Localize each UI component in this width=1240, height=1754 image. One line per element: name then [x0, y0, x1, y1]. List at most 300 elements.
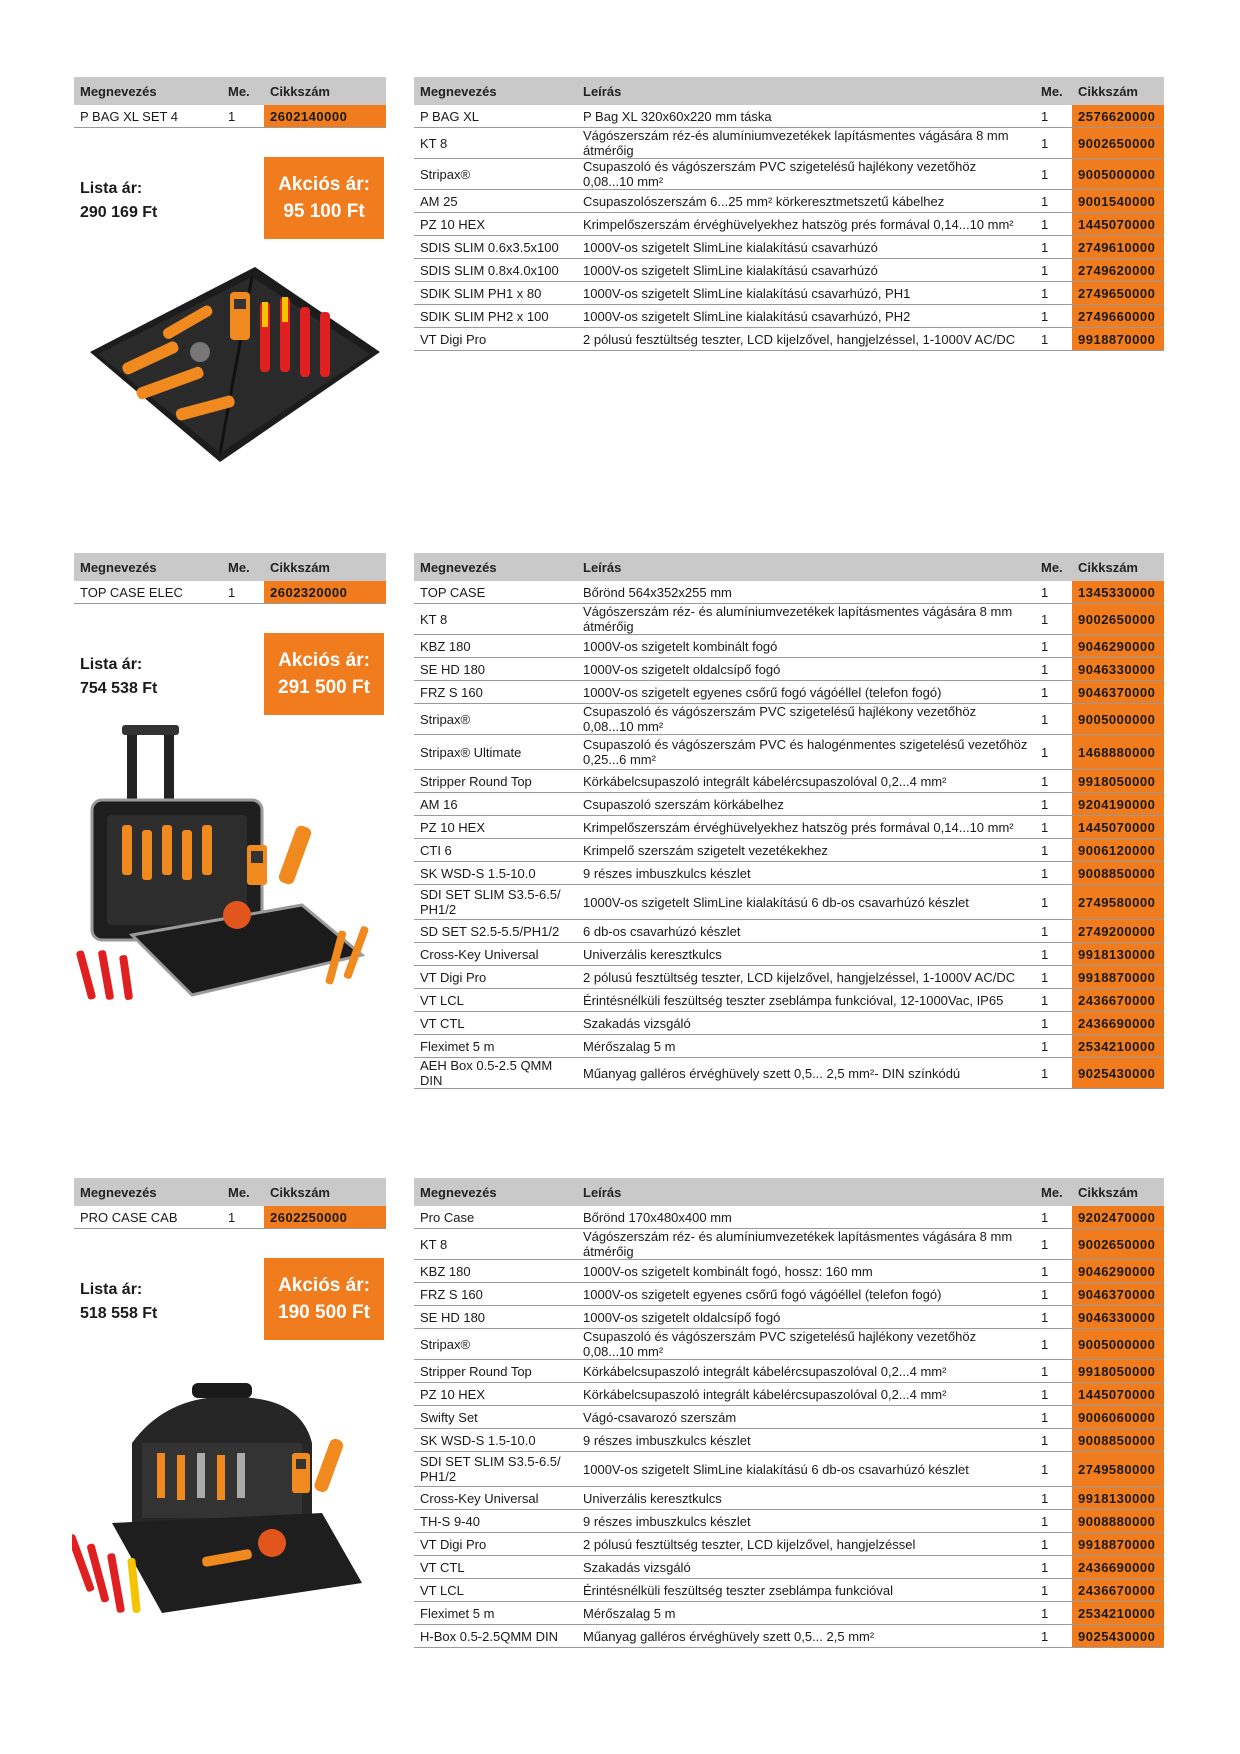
col-header-code: Cikkszám	[1072, 553, 1164, 581]
item-row	[414, 1229, 1164, 1260]
item-qty: 1	[1035, 704, 1072, 735]
tool-case-image	[72, 725, 387, 1005]
item-code: 2436690000	[1072, 1012, 1164, 1035]
col-header-name: Megnevezés	[414, 1178, 577, 1206]
item-description: 1000V-os szigetelt SlimLine kialakítású csavarhúzó	[577, 236, 1035, 259]
item-description: 1000V-os szigetelt kombinált fogó, hossz: 160 mm	[577, 1260, 1035, 1283]
item-qty: 1	[1035, 328, 1072, 351]
item-name: KT 8	[414, 128, 577, 159]
item-description: 1000V-os szigetelt egyenes csőrű fogó vágóéllel (telefon fogó)	[577, 681, 1035, 704]
item-qty: 1	[1035, 305, 1072, 328]
item-name: Stripper Round Top	[414, 770, 577, 793]
item-name: SK WSD-S 1.5-10.0	[414, 1429, 577, 1452]
item-code: 2534210000	[1072, 1035, 1164, 1058]
item-name: TH-S 9-40	[414, 1510, 577, 1533]
item-qty: 1	[1035, 862, 1072, 885]
col-header-code: Cikkszám	[264, 1178, 386, 1206]
item-row	[414, 1360, 1164, 1383]
item-name: FRZ S 160	[414, 681, 577, 704]
item-name: Swifty Set	[414, 1406, 577, 1429]
item-description: Csupaszoló és vágószerszám PVC szigetelésű hajlékony vezetőhöz 0,08...10 mm²	[577, 159, 1035, 190]
item-name: KBZ 180	[414, 635, 577, 658]
item-code: 9006060000	[1072, 1406, 1164, 1429]
item-row	[414, 1206, 1164, 1229]
item-code: 2436690000	[1072, 1556, 1164, 1579]
promo-price-box	[264, 157, 384, 239]
list-price: 754 538 Ft	[80, 680, 158, 697]
col-header-desc: Leírás	[577, 1178, 1035, 1206]
item-name: PZ 10 HEX	[414, 1383, 577, 1406]
promo-label: Akciós ár:	[278, 650, 370, 671]
item-code: 2576620000	[1072, 105, 1164, 128]
item-description: Érintésnélküli feszültség teszter zseblámpa funkcióval, 12-1000Vac, IP65	[577, 989, 1035, 1012]
item-code: 2436670000	[1072, 1579, 1164, 1602]
col-header-code: Cikkszám	[264, 77, 386, 105]
item-code: 9204190000	[1072, 793, 1164, 816]
item-description: Mérőszalag 5 m	[577, 1035, 1035, 1058]
item-name: SE HD 180	[414, 658, 577, 681]
item-row	[414, 282, 1164, 305]
item-qty: 1	[1035, 1306, 1072, 1329]
item-qty: 1	[1035, 1383, 1072, 1406]
col-header-qty: Me.	[1035, 553, 1072, 581]
item-description: Krimpelőszerszám érvéghüvelyekhez hatszög prés formával 0,14...10 mm²	[577, 816, 1035, 839]
item-row	[414, 105, 1164, 128]
item-name: Stripax®	[414, 704, 577, 735]
item-description: 1000V-os szigetelt kombinált fogó	[577, 635, 1035, 658]
item-row	[414, 1329, 1164, 1360]
item-row	[414, 1579, 1164, 1602]
set-code: 2602320000	[264, 581, 386, 604]
item-description: 1000V-os szigetelt egyenes csőrű fogó vágóéllel (telefon fogó)	[577, 1283, 1035, 1306]
item-name: Fleximet 5 m	[414, 1035, 577, 1058]
item-code: 2749580000	[1072, 885, 1164, 920]
item-row	[414, 793, 1164, 816]
item-qty: 1	[1035, 1602, 1072, 1625]
item-description: Műanyag galléros érvéghüvely szett 0,5... 2,5 mm²	[577, 1625, 1035, 1648]
list-price-label: Lista ár:	[80, 1281, 143, 1298]
item-name: FRZ S 160	[414, 1283, 577, 1306]
item-name: SDIK SLIM PH1 x 80	[414, 282, 577, 305]
item-row	[414, 1035, 1164, 1058]
item-qty: 1	[1035, 1229, 1072, 1260]
item-row	[414, 1012, 1164, 1035]
list-price-block	[80, 1278, 157, 1326]
item-code: 2749650000	[1072, 282, 1164, 305]
list-price-block	[80, 653, 157, 701]
item-row	[414, 1383, 1164, 1406]
item-row	[414, 885, 1164, 920]
item-name: PZ 10 HEX	[414, 816, 577, 839]
item-qty: 1	[1035, 1360, 1072, 1383]
item-name: Cross-Key Universal	[414, 1487, 577, 1510]
item-code: 2749580000	[1072, 1452, 1164, 1487]
col-header-code: Cikkszám	[1072, 77, 1164, 105]
item-row	[414, 681, 1164, 704]
item-row	[414, 159, 1164, 190]
item-qty: 1	[1035, 793, 1072, 816]
item-qty: 1	[1035, 282, 1072, 305]
item-code: 9046370000	[1072, 681, 1164, 704]
promo-label: Akciós ár:	[278, 1275, 370, 1296]
item-row	[414, 862, 1164, 885]
item-row	[414, 1260, 1164, 1283]
item-code: 9918130000	[1072, 943, 1164, 966]
item-row	[414, 213, 1164, 236]
item-description: Krimpelőszerszám érvéghüvelyekhez hatszög prés formával 0,14...10 mm²	[577, 213, 1035, 236]
set-row	[74, 105, 386, 128]
item-qty: 1	[1035, 1035, 1072, 1058]
item-name: Stripax®	[414, 159, 577, 190]
item-description: 6 db-os csavarhúzó készlet	[577, 920, 1035, 943]
promo-price-box	[264, 1258, 384, 1340]
item-name: AM 25	[414, 190, 577, 213]
list-price-label: Lista ár:	[80, 656, 143, 673]
col-header-name: Megnevezés	[74, 1178, 222, 1206]
item-code: 9918050000	[1072, 1360, 1164, 1383]
item-description: Csupaszoló és vágószerszám PVC szigetelésű hajlékony vezetőhöz 0,08...10 mm²	[577, 1329, 1035, 1360]
item-code: 1445070000	[1072, 816, 1164, 839]
item-code: 9918870000	[1072, 1533, 1164, 1556]
item-code: 9046370000	[1072, 1283, 1164, 1306]
item-qty: 1	[1035, 236, 1072, 259]
col-header-name: Megnevezés	[74, 77, 222, 105]
list-price-block	[80, 177, 157, 225]
contents-table	[414, 77, 1164, 351]
item-name: SDI SET SLIM S3.5-6.5/ PH1/2	[414, 1452, 577, 1487]
promo-label: Akciós ár:	[278, 174, 370, 195]
item-description: 2 pólusú fesztültség teszter, LCD kijelzővel, hangjelzéssel	[577, 1533, 1035, 1556]
item-row	[414, 1283, 1164, 1306]
item-description: Vágószerszám réz- és alumíniumvezetékek lapításmentes vágására 8 mm átmérőig	[577, 1229, 1035, 1260]
item-qty: 1	[1035, 635, 1072, 658]
item-name: SDIS SLIM 0.8x4.0x100	[414, 259, 577, 282]
item-qty: 1	[1035, 1429, 1072, 1452]
item-description: Körkábelcsupaszoló integrált kábelércsupaszolóval 0,2...4 mm²	[577, 1360, 1035, 1383]
col-header-code: Cikkszám	[264, 553, 386, 581]
item-row	[414, 1306, 1164, 1329]
item-qty: 1	[1035, 1452, 1072, 1487]
item-name: PZ 10 HEX	[414, 213, 577, 236]
set-row	[74, 1206, 386, 1229]
item-code: 9002650000	[1072, 128, 1164, 159]
item-code: 9025430000	[1072, 1058, 1164, 1089]
promo-price-box	[264, 633, 384, 715]
item-qty: 1	[1035, 816, 1072, 839]
set-name: TOP CASE ELEC	[74, 581, 222, 604]
set-summary-table	[74, 77, 386, 128]
item-code: 9002650000	[1072, 604, 1164, 635]
contents-table	[414, 1178, 1164, 1648]
item-name: KT 8	[414, 604, 577, 635]
item-row	[414, 1452, 1164, 1487]
col-header-name: Megnevezés	[414, 553, 577, 581]
item-description: Univerzális keresztkulcs	[577, 943, 1035, 966]
item-description: 2 pólusú fesztültség teszter, LCD kijelzővel, hangjelzéssel, 1-1000V AC/DC	[577, 966, 1035, 989]
set-qty: 1	[222, 105, 264, 128]
item-code: 9008850000	[1072, 1429, 1164, 1452]
item-description: Csupaszolószerszám 6...25 mm² körkeresztmetszetű kábelhez	[577, 190, 1035, 213]
item-qty: 1	[1035, 1206, 1072, 1229]
col-header-name: Megnevezés	[74, 553, 222, 581]
item-qty: 1	[1035, 604, 1072, 635]
item-row	[414, 305, 1164, 328]
item-qty: 1	[1035, 735, 1072, 770]
item-row	[414, 966, 1164, 989]
item-description: 1000V-os szigetelt SlimLine kialakítású csavarhúzó	[577, 259, 1035, 282]
item-description: Szakadás vizsgáló	[577, 1012, 1035, 1035]
item-qty: 1	[1035, 1487, 1072, 1510]
set-name: P BAG XL SET 4	[74, 105, 222, 128]
item-row	[414, 1510, 1164, 1533]
set-name: PRO CASE CAB	[74, 1206, 222, 1229]
item-name: Pro Case	[414, 1206, 577, 1229]
contents-body	[414, 1206, 1164, 1648]
item-name: VT LCL	[414, 1579, 577, 1602]
set-qty: 1	[222, 1206, 264, 1229]
item-row	[414, 236, 1164, 259]
item-row	[414, 128, 1164, 159]
item-row	[414, 770, 1164, 793]
item-code: 1445070000	[1072, 213, 1164, 236]
item-description: Vágószerszám réz- és alumíniumvezetékek lapításmentes vágására 8 mm átmérőig	[577, 604, 1035, 635]
item-name: AM 16	[414, 793, 577, 816]
item-name: SDI SET SLIM S3.5-6.5/ PH1/2	[414, 885, 577, 920]
list-price-label: Lista ár:	[80, 180, 143, 197]
col-header-qty: Me.	[222, 553, 264, 581]
item-row	[414, 604, 1164, 635]
item-description: 9 részes imbuszkulcs készlet	[577, 1429, 1035, 1452]
item-name: Fleximet 5 m	[414, 1602, 577, 1625]
col-header-qty: Me.	[222, 77, 264, 105]
item-row	[414, 735, 1164, 770]
item-row	[414, 839, 1164, 862]
item-row	[414, 920, 1164, 943]
item-description: 1000V-os szigetelt oldalcsípő fogó	[577, 1306, 1035, 1329]
item-row	[414, 635, 1164, 658]
item-description: Csupaszoló és vágószerszám PVC és halogénmentes szigetelésű vezetőhöz 0,25...6 mm²	[577, 735, 1035, 770]
tool-bag-image	[80, 257, 390, 467]
item-row	[414, 259, 1164, 282]
item-qty: 1	[1035, 190, 1072, 213]
item-row	[414, 989, 1164, 1012]
item-qty: 1	[1035, 770, 1072, 793]
item-code: 9025430000	[1072, 1625, 1164, 1648]
item-description: Csupaszoló és vágószerszám PVC szigetelésű hajlékony vezetőhöz 0,08...10 mm²	[577, 704, 1035, 735]
item-code: 2436670000	[1072, 989, 1164, 1012]
item-row	[414, 1556, 1164, 1579]
item-qty: 1	[1035, 1510, 1072, 1533]
item-code: 9046330000	[1072, 1306, 1164, 1329]
item-description: Bőrönd 564x352x255 mm	[577, 581, 1035, 604]
item-code: 9918870000	[1072, 328, 1164, 351]
item-code: 9005000000	[1072, 159, 1164, 190]
item-row	[414, 1058, 1164, 1089]
item-description: 1000V-os szigetelt oldalcsípő fogó	[577, 658, 1035, 681]
item-row	[414, 581, 1164, 604]
item-code: 9918130000	[1072, 1487, 1164, 1510]
item-description: Vágószerszám réz-és alumíniumvezetékek lapításmentes vágására 8 mm átmérőig	[577, 128, 1035, 159]
item-description: Szakadás vizsgáló	[577, 1556, 1035, 1579]
item-name: SK WSD-S 1.5-10.0	[414, 862, 577, 885]
item-qty: 1	[1035, 920, 1072, 943]
item-row	[414, 1429, 1164, 1452]
item-description: Körkábelcsupaszoló integrált kábelércsupaszolóval 0,2...4 mm²	[577, 1383, 1035, 1406]
item-qty: 1	[1035, 128, 1072, 159]
item-code: 9008880000	[1072, 1510, 1164, 1533]
item-row	[414, 190, 1164, 213]
item-name: SE HD 180	[414, 1306, 577, 1329]
item-name: SDIK SLIM PH2 x 100	[414, 305, 577, 328]
col-header-qty: Me.	[1035, 1178, 1072, 1206]
item-row	[414, 943, 1164, 966]
item-name: SD SET S2.5-5.5/PH1/2	[414, 920, 577, 943]
set-code: 2602140000	[264, 105, 386, 128]
item-row	[414, 1625, 1164, 1648]
item-name: Cross-Key Universal	[414, 943, 577, 966]
col-header-code: Cikkszám	[1072, 1178, 1164, 1206]
item-qty: 1	[1035, 1012, 1072, 1035]
item-description: Krimpelő szerszám szigetelt vezetékekhez	[577, 839, 1035, 862]
item-description: 1000V-os szigetelt SlimLine kialakítású csavarhúzó, PH2	[577, 305, 1035, 328]
item-code: 9002650000	[1072, 1229, 1164, 1260]
item-code: 9202470000	[1072, 1206, 1164, 1229]
item-qty: 1	[1035, 259, 1072, 282]
item-code: 9046290000	[1072, 1260, 1164, 1283]
set-summary-table	[74, 1178, 386, 1229]
col-header-name: Megnevezés	[414, 77, 577, 105]
item-qty: 1	[1035, 966, 1072, 989]
item-description: Érintésnélküli feszültség teszter zseblámpa funkcióval	[577, 1579, 1035, 1602]
set-row	[74, 581, 386, 604]
item-description: 1000V-os szigetelt SlimLine kialakítású 6 db-os csavarhúzó készlet	[577, 1452, 1035, 1487]
item-name: VT CTL	[414, 1556, 577, 1579]
item-code: 1468880000	[1072, 735, 1164, 770]
item-code: 1345330000	[1072, 581, 1164, 604]
item-qty: 1	[1035, 989, 1072, 1012]
item-name: VT Digi Pro	[414, 966, 577, 989]
item-row	[414, 704, 1164, 735]
item-qty: 1	[1035, 658, 1072, 681]
item-qty: 1	[1035, 1625, 1072, 1648]
set-code: 2602250000	[264, 1206, 386, 1229]
item-description: Műanyag galléros érvéghüvely szett 0,5... 2,5 mm²- DIN színkódú	[577, 1058, 1035, 1089]
item-qty: 1	[1035, 1579, 1072, 1602]
item-name: VT Digi Pro	[414, 328, 577, 351]
item-qty: 1	[1035, 1283, 1072, 1306]
item-code: 2749660000	[1072, 305, 1164, 328]
item-row	[414, 328, 1164, 351]
item-code: 2749200000	[1072, 920, 1164, 943]
item-description: 2 pólusú fesztültség teszter, LCD kijelzővel, hangjelzéssel, 1-1000V AC/DC	[577, 328, 1035, 351]
item-name: AEH Box 0.5-2.5 QMM DIN	[414, 1058, 577, 1089]
list-price: 518 558 Ft	[80, 1305, 158, 1322]
item-description: Bőrönd 170x480x400 mm	[577, 1206, 1035, 1229]
item-code: 9046330000	[1072, 658, 1164, 681]
item-description: Vágó-csavarozó szerszám	[577, 1406, 1035, 1429]
contents-body	[414, 581, 1164, 1089]
set-summary-table	[74, 553, 386, 604]
item-name: VT CTL	[414, 1012, 577, 1035]
item-qty: 1	[1035, 105, 1072, 128]
item-name: KBZ 180	[414, 1260, 577, 1283]
item-qty: 1	[1035, 1406, 1072, 1429]
item-name: Stripper Round Top	[414, 1360, 577, 1383]
tool-bag-cab-image	[72, 1383, 387, 1623]
set-qty: 1	[222, 581, 264, 604]
item-row	[414, 658, 1164, 681]
item-code: 2749620000	[1072, 259, 1164, 282]
item-qty: 1	[1035, 213, 1072, 236]
item-code: 1445070000	[1072, 1383, 1164, 1406]
item-qty: 1	[1035, 1329, 1072, 1360]
item-name: VT Digi Pro	[414, 1533, 577, 1556]
item-qty: 1	[1035, 159, 1072, 190]
item-name: Stripax® Ultimate	[414, 735, 577, 770]
item-code: 9005000000	[1072, 1329, 1164, 1360]
promo-price: 190 500 Ft	[278, 1302, 370, 1323]
col-header-desc: Leírás	[577, 77, 1035, 105]
item-code: 9001540000	[1072, 190, 1164, 213]
item-row	[414, 1487, 1164, 1510]
item-row	[414, 1406, 1164, 1429]
item-code: 9918050000	[1072, 770, 1164, 793]
item-code: 9046290000	[1072, 635, 1164, 658]
list-price: 290 169 Ft	[80, 204, 158, 221]
item-qty: 1	[1035, 943, 1072, 966]
item-qty: 1	[1035, 839, 1072, 862]
item-name: CTI 6	[414, 839, 577, 862]
item-code: 2534210000	[1072, 1602, 1164, 1625]
item-name: TOP CASE	[414, 581, 577, 604]
item-description: Körkábelcsupaszoló integrált kábelércsupaszolóval 0,2...4 mm²	[577, 770, 1035, 793]
item-name: P BAG XL	[414, 105, 577, 128]
promo-price: 291 500 Ft	[278, 677, 370, 698]
item-description: Csupaszoló szerszám körkábelhez	[577, 793, 1035, 816]
item-qty: 1	[1035, 581, 1072, 604]
item-description: Univerzális keresztkulcs	[577, 1487, 1035, 1510]
item-code: 2749610000	[1072, 236, 1164, 259]
col-header-desc: Leírás	[577, 553, 1035, 581]
item-qty: 1	[1035, 1260, 1072, 1283]
item-qty: 1	[1035, 1533, 1072, 1556]
item-qty: 1	[1035, 1058, 1072, 1089]
col-header-qty: Me.	[222, 1178, 264, 1206]
item-row	[414, 1533, 1164, 1556]
item-description: P Bag XL 320x60x220 mm táska	[577, 105, 1035, 128]
item-name: KT 8	[414, 1229, 577, 1260]
item-code: 9005000000	[1072, 704, 1164, 735]
item-description: 1000V-os szigetelt SlimLine kialakítású 6 db-os csavarhúzó készlet	[577, 885, 1035, 920]
item-code: 9918870000	[1072, 966, 1164, 989]
item-row	[414, 1602, 1164, 1625]
item-code: 9008850000	[1072, 862, 1164, 885]
item-row	[414, 816, 1164, 839]
promo-price: 95 100 Ft	[283, 201, 365, 222]
col-header-qty: Me.	[1035, 77, 1072, 105]
item-description: Mérőszalag 5 m	[577, 1602, 1035, 1625]
contents-body	[414, 105, 1164, 351]
item-name: H-Box 0.5-2.5QMM DIN	[414, 1625, 577, 1648]
contents-table	[414, 553, 1164, 1089]
item-qty: 1	[1035, 885, 1072, 920]
item-qty: 1	[1035, 1556, 1072, 1579]
item-qty: 1	[1035, 681, 1072, 704]
item-description: 9 részes imbuszkulcs készlet	[577, 1510, 1035, 1533]
item-name: VT LCL	[414, 989, 577, 1012]
item-code: 9006120000	[1072, 839, 1164, 862]
item-name: Stripax®	[414, 1329, 577, 1360]
